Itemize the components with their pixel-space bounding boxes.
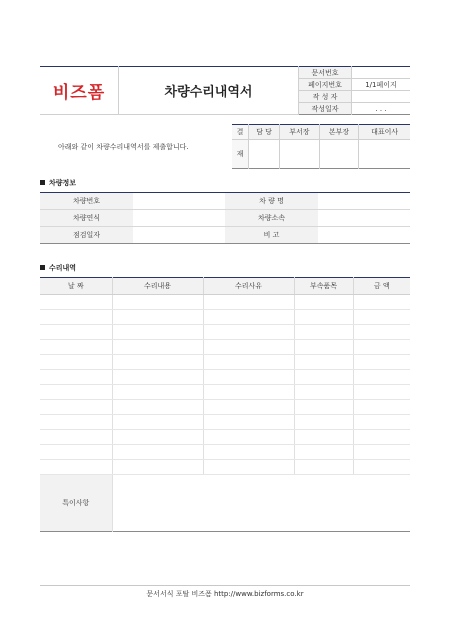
approval-col-staff: 담 당 xyxy=(249,125,280,140)
special-notes-field[interactable] xyxy=(112,475,410,532)
repair-reason-cell[interactable] xyxy=(203,370,294,385)
repair-amount-cell[interactable] xyxy=(353,430,410,445)
repair-parts-cell[interactable] xyxy=(294,415,353,430)
special-notes-row xyxy=(40,475,410,532)
approval-box xyxy=(232,124,410,169)
repair-reason-cell[interactable] xyxy=(203,295,294,310)
table-row xyxy=(40,415,410,430)
approval-col-ceo: 대표이사 xyxy=(359,125,410,140)
approval-sign-staff[interactable] xyxy=(249,140,280,169)
repair-reason-cell[interactable] xyxy=(203,355,294,370)
approval-sign-dept-head[interactable] xyxy=(280,140,320,169)
repair-date-cell[interactable] xyxy=(40,310,112,325)
repair-date-cell[interactable] xyxy=(40,340,112,355)
vehicle-year-field[interactable] xyxy=(133,210,225,227)
repair-parts-cell[interactable] xyxy=(294,460,353,475)
repair-parts-cell[interactable] xyxy=(294,325,353,340)
vehicle-label-name: 차 량 명 xyxy=(225,193,318,210)
table-row xyxy=(40,340,410,355)
vehicle-label-remarks: 비 고 xyxy=(225,227,318,244)
table-row xyxy=(40,210,410,227)
vehicle-label-inspection-date: 점검일자 xyxy=(40,227,133,244)
meta-label-page-number: 페이지번호 xyxy=(299,79,352,91)
approval-col-dept-head: 부서장 xyxy=(280,125,320,140)
repair-parts-cell[interactable] xyxy=(294,400,353,415)
table-row xyxy=(40,227,410,244)
document-title: 차량수리내역서 xyxy=(119,67,299,115)
repair-amount-cell[interactable] xyxy=(353,295,410,310)
repair-reason-cell[interactable] xyxy=(203,460,294,475)
table-row xyxy=(40,445,410,460)
approval-side-bottom: 재 xyxy=(232,140,249,169)
repair-content-cell[interactable] xyxy=(112,295,203,310)
repair-date-cell[interactable] xyxy=(40,325,112,340)
table-row xyxy=(40,355,410,370)
repair-parts-cell[interactable] xyxy=(294,385,353,400)
repair-content-cell[interactable] xyxy=(112,355,203,370)
repair-date-cell[interactable] xyxy=(40,385,112,400)
repair-parts-cell[interactable] xyxy=(294,445,353,460)
submit-statement: 아래와 같이 차량수리내역서를 제출합니다. xyxy=(58,143,189,151)
table-row xyxy=(40,310,410,325)
meta-value-author[interactable] xyxy=(352,91,411,103)
approval-sign-ceo[interactable] xyxy=(359,140,410,169)
repair-parts-cell[interactable] xyxy=(294,295,353,310)
footer-divider xyxy=(40,585,410,586)
repair-section-label: 수리내역 xyxy=(49,264,77,272)
table-row xyxy=(40,385,410,400)
approval-sign-division-head[interactable] xyxy=(319,140,359,169)
repair-content-cell[interactable] xyxy=(112,325,203,340)
repair-date-cell[interactable] xyxy=(40,430,112,445)
column-header-date: 날 짜 xyxy=(40,278,112,295)
repair-content-cell[interactable] xyxy=(112,370,203,385)
square-bullet-icon xyxy=(40,265,45,270)
vehicle-label-number: 차량번호 xyxy=(40,193,133,210)
approval-col-division-head: 본부장 xyxy=(319,125,359,140)
repair-reason-cell[interactable] xyxy=(203,340,294,355)
meta-value-doc-number[interactable] xyxy=(352,67,411,79)
document-header xyxy=(40,66,410,115)
repair-history-table xyxy=(40,277,410,532)
repair-amount-cell[interactable] xyxy=(353,385,410,400)
repair-amount-cell[interactable] xyxy=(353,310,410,325)
column-header-parts: 부속품목 xyxy=(294,278,353,295)
column-header-repair-content: 수리내용 xyxy=(112,278,203,295)
table-row xyxy=(40,193,410,210)
approval-side-top: 결 xyxy=(232,125,249,140)
table-row xyxy=(40,370,410,385)
bizforms-logo: 비즈폼 xyxy=(40,67,119,115)
table-row xyxy=(40,325,410,340)
repair-parts-cell[interactable] xyxy=(294,355,353,370)
meta-label-doc-number: 문서번호 xyxy=(299,67,352,79)
repair-date-cell[interactable] xyxy=(40,415,112,430)
vehicle-section-label: 차량정보 xyxy=(49,179,77,187)
repair-amount-cell[interactable] xyxy=(353,445,410,460)
repair-rows xyxy=(40,295,410,532)
table-row xyxy=(40,460,410,475)
vehicle-name-field[interactable] xyxy=(318,193,410,210)
vehicle-number-field[interactable] xyxy=(133,193,225,210)
table-row xyxy=(40,430,410,445)
repair-amount-cell[interactable] xyxy=(353,325,410,340)
repair-reason-cell[interactable] xyxy=(203,415,294,430)
repair-amount-cell[interactable] xyxy=(353,370,410,385)
vehicle-info-table xyxy=(40,192,410,244)
meta-value-page-number[interactable]: 1/1페이지 xyxy=(352,79,411,91)
footer-text: 문서서식 포탈 비즈폼 http://www.bizforms.co.kr xyxy=(146,590,304,598)
repair-date-cell[interactable] xyxy=(40,370,112,385)
vehicle-section-title xyxy=(40,178,76,188)
repair-parts-cell[interactable] xyxy=(294,340,353,355)
repair-parts-cell[interactable] xyxy=(294,430,353,445)
meta-value-date[interactable]: . . . xyxy=(375,104,387,113)
repair-date-cell[interactable] xyxy=(40,445,112,460)
table-row xyxy=(40,295,410,310)
meta-label-author: 작 성 자 xyxy=(299,91,352,103)
repair-date-cell[interactable] xyxy=(40,400,112,415)
vehicle-label-year: 차량연식 xyxy=(40,210,133,227)
repair-reason-cell[interactable] xyxy=(203,385,294,400)
column-header-amount: 금 액 xyxy=(353,278,410,295)
meta-label-date: 작성일자 xyxy=(299,103,352,115)
repair-amount-cell[interactable] xyxy=(353,355,410,370)
repair-content-cell[interactable] xyxy=(112,310,203,325)
repair-content-cell[interactable] xyxy=(112,445,203,460)
vehicle-label-affiliation: 차량소속 xyxy=(225,210,318,227)
repair-reason-cell[interactable] xyxy=(203,445,294,460)
repair-content-cell[interactable] xyxy=(112,430,203,445)
repair-reason-cell[interactable] xyxy=(203,310,294,325)
repair-amount-cell[interactable] xyxy=(353,400,410,415)
repair-section-title xyxy=(40,263,76,273)
vehicle-remarks-field[interactable] xyxy=(318,227,410,244)
column-header-repair-reason: 수리사유 xyxy=(203,278,294,295)
repair-reason-cell[interactable] xyxy=(203,430,294,445)
repair-parts-cell[interactable] xyxy=(294,370,353,385)
square-bullet-icon xyxy=(40,180,45,185)
repair-reason-cell[interactable] xyxy=(203,325,294,340)
repair-reason-cell[interactable] xyxy=(203,400,294,415)
repair-parts-cell[interactable] xyxy=(294,310,353,325)
repair-date-cell[interactable] xyxy=(40,295,112,310)
repair-date-cell[interactable] xyxy=(40,355,112,370)
repair-content-cell[interactable] xyxy=(112,340,203,355)
repair-amount-cell[interactable] xyxy=(353,340,410,355)
table-row xyxy=(40,400,410,415)
repair-content-cell[interactable] xyxy=(112,385,203,400)
repair-amount-cell[interactable] xyxy=(353,415,410,430)
special-notes-label: 특이사항 xyxy=(40,475,112,532)
vehicle-affiliation-field[interactable] xyxy=(318,210,410,227)
table-header-row xyxy=(40,278,410,295)
repair-content-cell[interactable] xyxy=(112,460,203,475)
vehicle-inspection-date-field[interactable] xyxy=(133,227,225,244)
repair-content-cell[interactable] xyxy=(112,415,203,430)
repair-date-cell[interactable] xyxy=(40,460,112,475)
repair-content-cell[interactable] xyxy=(112,400,203,415)
repair-amount-cell[interactable] xyxy=(353,460,410,475)
